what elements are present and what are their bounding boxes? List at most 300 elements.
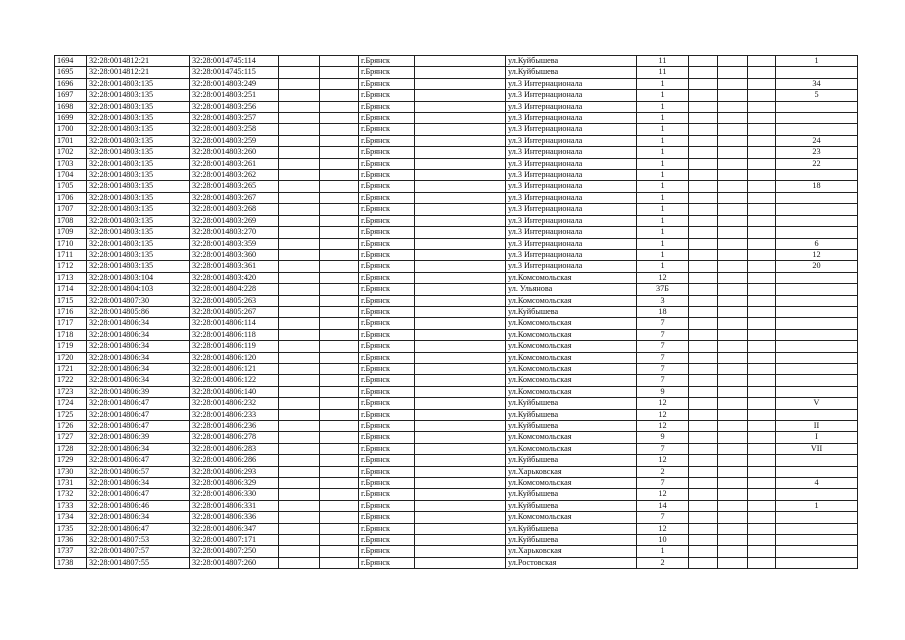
- house-number-cell: 37Б: [637, 284, 689, 295]
- row-number-cell: 1726: [55, 421, 87, 432]
- object-number-cell: 32:28:0014803:258: [190, 124, 279, 135]
- empty-cell: [718, 158, 748, 169]
- empty-cell: [718, 101, 748, 112]
- table-row: [55, 158, 858, 169]
- empty-cell: [279, 295, 320, 306]
- apartment-number-cell: [776, 363, 858, 374]
- empty-cell: [689, 90, 718, 101]
- street-cell: ул.3 Интернационала: [506, 78, 637, 89]
- empty-cell: [718, 466, 748, 477]
- empty-cell: [689, 318, 718, 329]
- cadastral-number-cell: 32:28:0014803:135: [87, 227, 190, 238]
- table-row: [55, 512, 858, 523]
- table-row: [55, 318, 858, 329]
- house-number-cell: 1: [637, 158, 689, 169]
- city-cell: г.Брянск: [359, 261, 415, 272]
- object-number-cell: 32:28:0014806:330: [190, 489, 279, 500]
- apartment-number-cell: [776, 318, 858, 329]
- empty-cell: [748, 398, 776, 409]
- empty-cell: [415, 409, 506, 420]
- apartment-number-cell: 22: [776, 158, 858, 169]
- empty-cell: [415, 512, 506, 523]
- cadastral-number-cell: 32:28:0014806:34: [87, 443, 190, 454]
- empty-cell: [748, 158, 776, 169]
- table-row: [55, 329, 858, 340]
- house-number-cell: 11: [637, 67, 689, 78]
- city-cell: г.Брянск: [359, 500, 415, 511]
- empty-cell: [320, 386, 359, 397]
- table-row: [55, 398, 858, 409]
- table-row: [55, 363, 858, 374]
- city-cell: г.Брянск: [359, 375, 415, 386]
- row-number-cell: 1705: [55, 181, 87, 192]
- table-row: [55, 523, 858, 534]
- house-number-cell: 1: [637, 204, 689, 215]
- empty-cell: [279, 398, 320, 409]
- street-cell: ул.3 Интернационала: [506, 170, 637, 181]
- apartment-number-cell: [776, 67, 858, 78]
- apartment-number-cell: [776, 512, 858, 523]
- street-cell: ул.Комсомольская: [506, 375, 637, 386]
- empty-cell: [320, 512, 359, 523]
- city-cell: г.Брянск: [359, 512, 415, 523]
- empty-cell: [748, 284, 776, 295]
- house-number-cell: 12: [637, 421, 689, 432]
- house-number-cell: 18: [637, 306, 689, 317]
- empty-cell: [748, 204, 776, 215]
- empty-cell: [718, 215, 748, 226]
- city-cell: г.Брянск: [359, 101, 415, 112]
- city-cell: г.Брянск: [359, 284, 415, 295]
- row-number-cell: 1735: [55, 523, 87, 534]
- empty-cell: [415, 78, 506, 89]
- empty-cell: [279, 227, 320, 238]
- cadastral-number-cell: 32:28:0014806:34: [87, 363, 190, 374]
- row-number-cell: 1698: [55, 101, 87, 112]
- empty-cell: [415, 455, 506, 466]
- table-row: [55, 546, 858, 557]
- empty-cell: [279, 523, 320, 534]
- street-cell: ул.Комсомольская: [506, 352, 637, 363]
- cadastral-number-cell: 32:28:0014806:47: [87, 489, 190, 500]
- empty-cell: [748, 455, 776, 466]
- object-number-cell: 32:28:0014803:360: [190, 249, 279, 260]
- empty-cell: [279, 56, 320, 67]
- empty-cell: [689, 227, 718, 238]
- cadastral-number-cell: 32:28:0014803:135: [87, 215, 190, 226]
- empty-cell: [415, 432, 506, 443]
- empty-cell: [279, 500, 320, 511]
- empty-cell: [748, 272, 776, 283]
- table-row: [55, 500, 858, 511]
- apartment-number-cell: [776, 455, 858, 466]
- empty-cell: [718, 557, 748, 568]
- city-cell: г.Брянск: [359, 398, 415, 409]
- table-row: [55, 284, 858, 295]
- house-number-cell: 1: [637, 101, 689, 112]
- object-number-cell: 32:28:0014803:257: [190, 113, 279, 124]
- house-number-cell: 9: [637, 432, 689, 443]
- table-row: [55, 443, 858, 454]
- empty-cell: [718, 78, 748, 89]
- street-cell: ул.3 Интернационала: [506, 238, 637, 249]
- table-row: [55, 101, 858, 112]
- row-number-cell: 1733: [55, 500, 87, 511]
- city-cell: г.Брянск: [359, 124, 415, 135]
- empty-cell: [415, 124, 506, 135]
- object-number-cell: 32:28:0014805:267: [190, 306, 279, 317]
- empty-cell: [718, 67, 748, 78]
- empty-cell: [689, 398, 718, 409]
- city-cell: г.Брянск: [359, 147, 415, 158]
- apartment-number-cell: [776, 272, 858, 283]
- empty-cell: [415, 101, 506, 112]
- empty-cell: [279, 124, 320, 135]
- house-number-cell: 1: [637, 147, 689, 158]
- empty-cell: [279, 512, 320, 523]
- empty-cell: [320, 535, 359, 546]
- empty-cell: [320, 261, 359, 272]
- house-number-cell: 3: [637, 295, 689, 306]
- empty-cell: [689, 192, 718, 203]
- empty-cell: [689, 78, 718, 89]
- empty-cell: [415, 478, 506, 489]
- house-number-cell: 12: [637, 272, 689, 283]
- apartment-number-cell: [776, 227, 858, 238]
- empty-cell: [748, 557, 776, 568]
- table-body: [55, 56, 858, 569]
- empty-cell: [748, 249, 776, 260]
- city-cell: г.Брянск: [359, 478, 415, 489]
- city-cell: г.Брянск: [359, 489, 415, 500]
- empty-cell: [320, 557, 359, 568]
- cadastral-number-cell: 32:28:0014804:103: [87, 284, 190, 295]
- apartment-number-cell: VII: [776, 443, 858, 454]
- house-number-cell: 1: [637, 78, 689, 89]
- row-number-cell: 1736: [55, 535, 87, 546]
- object-number-cell: 32:28:0014806:232: [190, 398, 279, 409]
- empty-cell: [320, 375, 359, 386]
- empty-cell: [689, 101, 718, 112]
- apartment-number-cell: 6: [776, 238, 858, 249]
- empty-cell: [415, 90, 506, 101]
- empty-cell: [748, 318, 776, 329]
- city-cell: г.Брянск: [359, 557, 415, 568]
- empty-cell: [279, 443, 320, 454]
- empty-cell: [748, 375, 776, 386]
- city-cell: г.Брянск: [359, 204, 415, 215]
- empty-cell: [748, 67, 776, 78]
- city-cell: г.Брянск: [359, 170, 415, 181]
- row-number-cell: 1704: [55, 170, 87, 181]
- apartment-number-cell: [776, 215, 858, 226]
- empty-cell: [320, 124, 359, 135]
- city-cell: г.Брянск: [359, 432, 415, 443]
- empty-cell: [748, 101, 776, 112]
- empty-cell: [689, 489, 718, 500]
- empty-cell: [415, 306, 506, 317]
- cadastral-number-cell: 32:28:0014806:46: [87, 500, 190, 511]
- empty-cell: [718, 147, 748, 158]
- object-number-cell: 32:28:0014806:347: [190, 523, 279, 534]
- empty-cell: [279, 466, 320, 477]
- street-cell: ул.3 Интернационала: [506, 113, 637, 124]
- row-number-cell: 1734: [55, 512, 87, 523]
- row-number-cell: 1697: [55, 90, 87, 101]
- empty-cell: [279, 181, 320, 192]
- empty-cell: [279, 204, 320, 215]
- apartment-number-cell: [776, 284, 858, 295]
- cadastral-number-cell: 32:28:0014806:34: [87, 375, 190, 386]
- empty-cell: [320, 101, 359, 112]
- empty-cell: [279, 284, 320, 295]
- empty-cell: [689, 409, 718, 420]
- street-cell: ул.Куйбышева: [506, 489, 637, 500]
- empty-cell: [320, 329, 359, 340]
- row-number-cell: 1695: [55, 67, 87, 78]
- empty-cell: [415, 295, 506, 306]
- row-number-cell: 1703: [55, 158, 87, 169]
- empty-cell: [748, 341, 776, 352]
- empty-cell: [320, 455, 359, 466]
- empty-cell: [748, 500, 776, 511]
- empty-cell: [689, 295, 718, 306]
- empty-cell: [689, 341, 718, 352]
- street-cell: ул.Комсомольская: [506, 363, 637, 374]
- object-number-cell: 32:28:0014806:286: [190, 455, 279, 466]
- empty-cell: [320, 56, 359, 67]
- cadastral-number-cell: 32:28:0014806:57: [87, 466, 190, 477]
- table-row: [55, 409, 858, 420]
- street-cell: ул.Комсомольская: [506, 478, 637, 489]
- object-number-cell: 32:28:0014806:283: [190, 443, 279, 454]
- table-row: [55, 352, 858, 363]
- empty-cell: [689, 249, 718, 260]
- empty-cell: [748, 147, 776, 158]
- property-table: [54, 55, 858, 569]
- apartment-number-cell: [776, 466, 858, 477]
- house-number-cell: 1: [637, 124, 689, 135]
- house-number-cell: 10: [637, 535, 689, 546]
- empty-cell: [279, 192, 320, 203]
- row-number-cell: 1724: [55, 398, 87, 409]
- empty-cell: [415, 56, 506, 67]
- city-cell: г.Брянск: [359, 238, 415, 249]
- apartment-number-cell: [776, 386, 858, 397]
- empty-cell: [718, 341, 748, 352]
- empty-cell: [689, 466, 718, 477]
- table-row: [55, 90, 858, 101]
- empty-cell: [689, 147, 718, 158]
- empty-cell: [689, 352, 718, 363]
- empty-cell: [279, 455, 320, 466]
- empty-cell: [320, 90, 359, 101]
- empty-cell: [689, 546, 718, 557]
- empty-cell: [718, 363, 748, 374]
- empty-cell: [320, 113, 359, 124]
- row-number-cell: 1714: [55, 284, 87, 295]
- empty-cell: [748, 238, 776, 249]
- table-row: [55, 124, 858, 135]
- row-number-cell: 1709: [55, 227, 87, 238]
- row-number-cell: 1730: [55, 466, 87, 477]
- empty-cell: [415, 181, 506, 192]
- street-cell: ул.Куйбышева: [506, 56, 637, 67]
- empty-cell: [415, 421, 506, 432]
- empty-cell: [718, 478, 748, 489]
- table-row: [55, 455, 858, 466]
- city-cell: г.Брянск: [359, 181, 415, 192]
- object-number-cell: 32:28:0014803:267: [190, 192, 279, 203]
- empty-cell: [415, 535, 506, 546]
- empty-cell: [748, 432, 776, 443]
- table-row: [55, 421, 858, 432]
- object-number-cell: 32:28:0014804:228: [190, 284, 279, 295]
- street-cell: ул.Комсомольская: [506, 329, 637, 340]
- empty-cell: [320, 135, 359, 146]
- empty-cell: [279, 341, 320, 352]
- empty-cell: [689, 113, 718, 124]
- empty-cell: [279, 113, 320, 124]
- house-number-cell: 7: [637, 375, 689, 386]
- table-row: [55, 341, 858, 352]
- table-row: [55, 375, 858, 386]
- street-cell: ул.Куйбышева: [506, 523, 637, 534]
- empty-cell: [279, 318, 320, 329]
- empty-cell: [718, 284, 748, 295]
- house-number-cell: 2: [637, 466, 689, 477]
- empty-cell: [689, 375, 718, 386]
- city-cell: г.Брянск: [359, 67, 415, 78]
- row-number-cell: 1719: [55, 341, 87, 352]
- empty-cell: [718, 512, 748, 523]
- street-cell: ул.Харьковская: [506, 466, 637, 477]
- row-number-cell: 1708: [55, 215, 87, 226]
- empty-cell: [320, 478, 359, 489]
- house-number-cell: 7: [637, 478, 689, 489]
- row-number-cell: 1696: [55, 78, 87, 89]
- street-cell: ул.3 Интернационала: [506, 227, 637, 238]
- empty-cell: [415, 147, 506, 158]
- city-cell: г.Брянск: [359, 215, 415, 226]
- empty-cell: [718, 386, 748, 397]
- empty-cell: [415, 523, 506, 534]
- street-cell: ул.Комсомольская: [506, 386, 637, 397]
- table-row: [55, 67, 858, 78]
- empty-cell: [748, 512, 776, 523]
- empty-cell: [279, 363, 320, 374]
- empty-cell: [320, 295, 359, 306]
- apartment-number-cell: [776, 192, 858, 203]
- city-cell: г.Брянск: [359, 443, 415, 454]
- empty-cell: [748, 90, 776, 101]
- city-cell: г.Брянск: [359, 135, 415, 146]
- table-row: [55, 113, 858, 124]
- city-cell: г.Брянск: [359, 192, 415, 203]
- table-row: [55, 261, 858, 272]
- street-cell: ул.Куйбышева: [506, 398, 637, 409]
- city-cell: г.Брянск: [359, 546, 415, 557]
- empty-cell: [279, 67, 320, 78]
- empty-cell: [689, 557, 718, 568]
- street-cell: ул.Куйбышева: [506, 535, 637, 546]
- object-number-cell: 32:28:0014745:114: [190, 56, 279, 67]
- empty-cell: [748, 329, 776, 340]
- street-cell: ул.3 Интернационала: [506, 90, 637, 101]
- empty-cell: [320, 147, 359, 158]
- row-number-cell: 1737: [55, 546, 87, 557]
- empty-cell: [415, 557, 506, 568]
- object-number-cell: 32:28:0014805:263: [190, 295, 279, 306]
- street-cell: ул.Комсомольская: [506, 432, 637, 443]
- apartment-number-cell: [776, 557, 858, 568]
- street-cell: ул.Комсомольская: [506, 272, 637, 283]
- empty-cell: [748, 135, 776, 146]
- empty-cell: [718, 398, 748, 409]
- house-number-cell: 1: [637, 227, 689, 238]
- row-number-cell: 1710: [55, 238, 87, 249]
- city-cell: г.Брянск: [359, 90, 415, 101]
- object-number-cell: 32:28:0014806:140: [190, 386, 279, 397]
- empty-cell: [320, 249, 359, 260]
- apartment-number-cell: [776, 489, 858, 500]
- empty-cell: [279, 238, 320, 249]
- cadastral-number-cell: 32:28:0014803:135: [87, 135, 190, 146]
- apartment-number-cell: 18: [776, 181, 858, 192]
- object-number-cell: 32:28:0014803:256: [190, 101, 279, 112]
- empty-cell: [279, 90, 320, 101]
- empty-cell: [748, 181, 776, 192]
- cadastral-number-cell: 32:28:0014805:86: [87, 306, 190, 317]
- cadastral-number-cell: 32:28:0014803:135: [87, 170, 190, 181]
- row-number-cell: 1738: [55, 557, 87, 568]
- house-number-cell: 1: [637, 113, 689, 124]
- table-row: [55, 466, 858, 477]
- house-number-cell: 12: [637, 455, 689, 466]
- empty-cell: [689, 238, 718, 249]
- cadastral-number-cell: 32:28:0014807:30: [87, 295, 190, 306]
- empty-cell: [689, 329, 718, 340]
- city-cell: г.Брянск: [359, 56, 415, 67]
- object-number-cell: 32:28:0014806:122: [190, 375, 279, 386]
- empty-cell: [320, 227, 359, 238]
- apartment-number-cell: [776, 101, 858, 112]
- street-cell: ул.3 Интернационала: [506, 261, 637, 272]
- city-cell: г.Брянск: [359, 78, 415, 89]
- row-number-cell: 1717: [55, 318, 87, 329]
- apartment-number-cell: [776, 329, 858, 340]
- empty-cell: [279, 386, 320, 397]
- apartment-number-cell: V: [776, 398, 858, 409]
- table-row: [55, 249, 858, 260]
- cadastral-number-cell: 32:28:0014807:57: [87, 546, 190, 557]
- cadastral-number-cell: 32:28:0014803:135: [87, 249, 190, 260]
- apartment-number-cell: 24: [776, 135, 858, 146]
- object-number-cell: 32:28:0014803:361: [190, 261, 279, 272]
- empty-cell: [718, 261, 748, 272]
- empty-cell: [320, 170, 359, 181]
- empty-cell: [689, 135, 718, 146]
- cadastral-number-cell: 32:28:0014807:55: [87, 557, 190, 568]
- empty-cell: [320, 215, 359, 226]
- city-cell: г.Брянск: [359, 113, 415, 124]
- city-cell: г.Брянск: [359, 329, 415, 340]
- row-number-cell: 1722: [55, 375, 87, 386]
- cadastral-number-cell: 32:28:0014812:21: [87, 67, 190, 78]
- street-cell: ул.Куйбышева: [506, 409, 637, 420]
- empty-cell: [718, 272, 748, 283]
- cadastral-number-cell: 32:28:0014806:47: [87, 523, 190, 534]
